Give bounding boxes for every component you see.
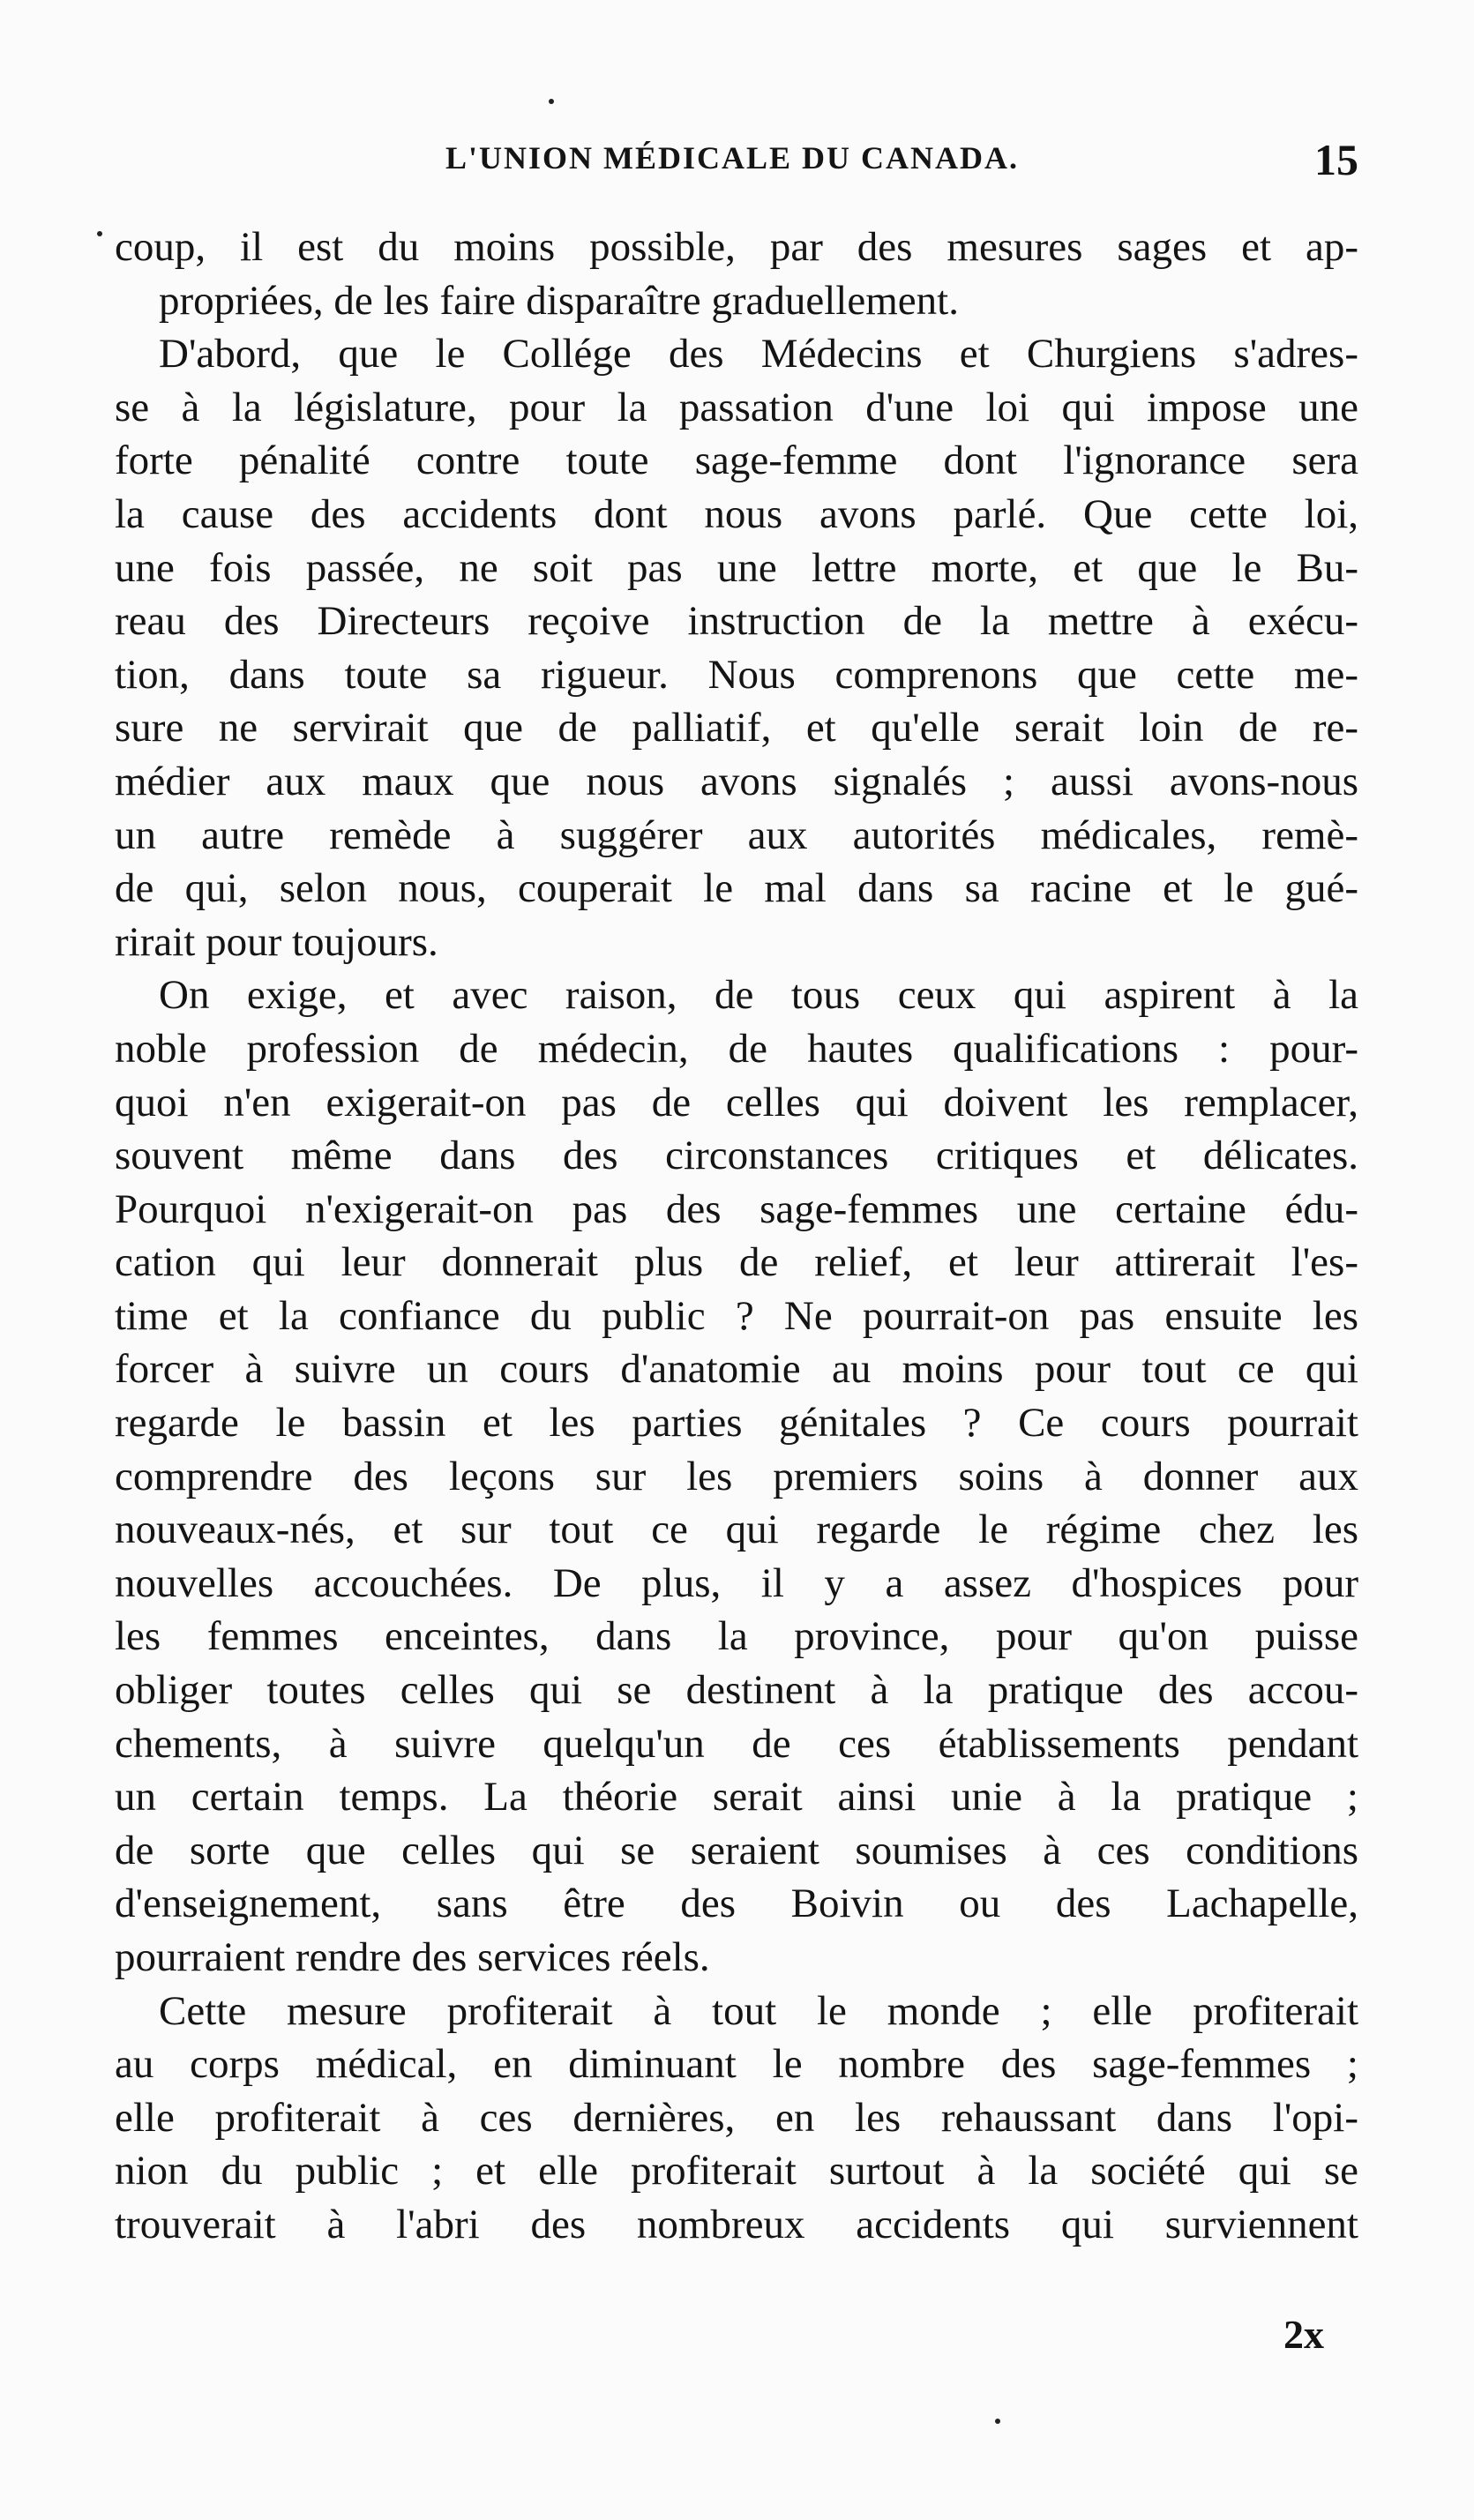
text-line: obliger toutes celles qui se destinent à la pratique des accou- [115,1667,1358,1714]
text-line: regarde le bassin et les parties génitales ? Ce cours pourrait [115,1400,1358,1447]
body-text [115,221,1358,2252]
text-line: trouverait à l'abri des nombreux accidents qui surviennent [115,2201,1358,2247]
text-line: un certain temps. La théorie serait ainsi unie à la pratique ; [115,1774,1358,1821]
text-line: elle profiterait à ces dernières, en les rehaussant dans l'opi- [115,2094,1358,2141]
text-line: forte pénalité contre toute sage-femme dont l'ignorance sera [115,437,1358,484]
text-line: au corps médical, en diminuant le nombre des sage-femmes ; [115,2041,1358,2088]
printer-speck [995,2419,1000,2424]
text-line: un autre remède à suggérer aux autorités médicales, remè- [115,811,1358,858]
text-line: On exige, et avec raison, de tous ceux qui aspirent à la [159,972,1358,1019]
page-number: 15 [1314,135,1358,184]
text-line: se à la législature, pour la passation d'une loi qui impose une [115,384,1358,430]
printer-speck [549,99,554,104]
text-line: time et la confiance du public ? Ne pourrait-on pas ensuite les [115,1292,1358,1339]
text-line: cation qui leur donnerait plus de relief, et leur attirerait l'es- [115,1239,1358,1286]
text-line: Cette mesure profiterait à tout le monde ; elle profiterait [159,1987,1358,2034]
text-line: les femmes enceintes, dans la province, pour qu'on puisse [115,1613,1358,1660]
paragraph [115,1985,1358,2252]
text-line: quoi n'en exigerait-on pas de celles qui doivent les remplacer, [115,1079,1358,1125]
text-line: rirait pour toujours. [115,918,438,965]
text-line: propriées, de les faire disparaître graduellement. [159,277,959,324]
text-line: coup, il est du moins possible, par des mesures sages et ap- [115,224,1358,270]
text-line: pourraient rendre des services réels. [115,1934,710,1980]
signature-mark: 2x [1283,2312,1324,2357]
text-line: nouvelles accouchées. De plus, il y a assez d'hospices pour [115,1559,1358,1606]
text-line: forcer à suivre un cours d'anatomie au moins pour tout ce qui [115,1346,1358,1393]
text-line: reau des Directeurs reçoive instruction de la mettre à exécu- [115,598,1358,645]
text-line: nouveaux-nés, et sur tout ce qui regarde le régime chez les [115,1507,1358,1553]
paragraph [115,327,1358,968]
text-line: D'abord, que le Collége des Médecins et Churgiens s'adres- [159,331,1358,378]
text-line: de qui, selon nous, couperait le mal dans sa racine et le gué- [115,865,1358,912]
text-line: Pourquoi n'exigerait-on pas des sage-femmes une certaine édu- [115,1185,1358,1232]
text-line: médier aux maux que nous avons signalés ; aussi avons-nous [115,758,1358,804]
text-line: la cause des accidents dont nous avons parlé. Que cette loi, [115,490,1358,537]
printer-speck [97,231,102,236]
text-line: de sorte que celles qui se seraient soumises à ces conditions [115,1827,1358,1873]
text-line: une fois passée, ne soit pas une lettre morte, et que le Bu- [115,544,1358,591]
text-line: tion, dans toute sa rigueur. Nous comprenons que cette me- [115,651,1358,698]
text-line: sure ne servirait que de palliatif, et qu'elle serait loin de re- [115,705,1358,752]
text-line: d'enseignement, sans être des Boivin ou des Lachapelle, [115,1881,1358,1927]
text-line: nion du public ; et elle profiterait surtout à la société qui se [115,2148,1358,2195]
text-line: chements, à suivre quelqu'un de ces établissements pendant [115,1720,1358,1767]
paragraph [115,968,1358,1984]
paragraph [115,221,1358,327]
text-line: souvent même dans des circonstances critiques et délicates. [115,1133,1358,1179]
running-title: L'UNION MÉDICALE DU CANADA. [445,140,1020,176]
text-line: comprendre des leçons sur les premiers soins à donner aux [115,1453,1358,1499]
text-line: noble profession de médecin, de hautes qualifications : pour- [115,1025,1358,1072]
page-header [106,135,1358,192]
